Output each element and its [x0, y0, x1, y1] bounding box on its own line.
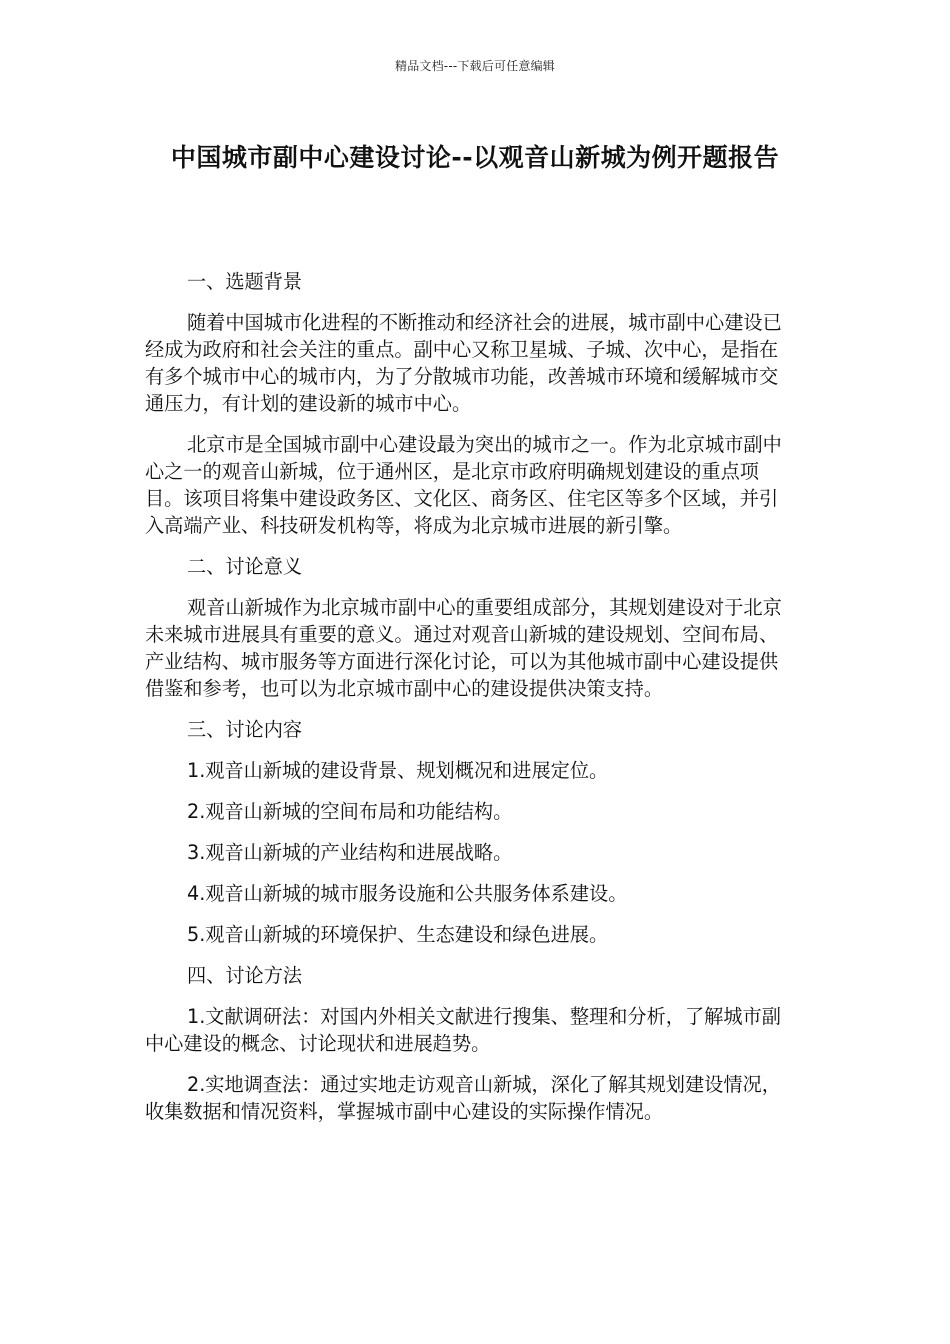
list-item-method-1: 1.文献调研法：对国内外相关文献进行搜集、整理和分析，了解城市副中心建设的概念、讨论现状和进展趋势。	[145, 1005, 781, 1055]
section-heading-methods: 四、讨论方法	[187, 964, 303, 987]
paragraph-background-1: 随着中国城市化进程的不断推动和经济社会的进展，城市副中心建设已经成为政府和社会关注的重点。副中心又称卫星城、子城、次中心，是指在有多个城市中心的城市内，为了分散城市功能，改善城市环境和缓解城市交通压力，有计划的建设新的城市中心。	[145, 311, 782, 415]
paragraph-significance: 观音山新城作为北京城市副中心的重要组成部分，其规划建设对于北京未来城市进展具有重要的意义。通过对观音山新城的建设规划、空间布局、产业结构、城市服务等方面进行深化讨论，可以为其他城市副中心建设提供借鉴和参考，也可以为北京城市副中心的建设提供决策支持。	[145, 596, 782, 700]
list-item-content-4: 4.观音山新城的城市服务设施和公共服务体系建设。	[187, 882, 628, 905]
list-item-content-1: 1.观音山新城的建设背景、规划概况和进展定位。	[187, 759, 609, 782]
paragraph-background-2: 北京市是全国城市副中心建设最为突出的城市之一。作为北京城市副中心之一的观音山新城，位于通州区，是北京市政府明确规划建设的重点项目。该项目将集中建设政务区、文化区、商务区、住宅区等多个区域，并引入高端产业、科技研发机构等，将成为北京城市进展的新引擎。	[145, 433, 782, 537]
list-item-content-5: 5.观音山新城的环境保护、生态建设和绿色进展。	[187, 923, 609, 946]
header-note: 精品文档---下载后可任意编辑	[395, 59, 555, 73]
document-body	[145, 268, 795, 1139]
section-heading-background: 一、选题背景	[187, 270, 303, 293]
list-item-method-2: 2.实地调查法：通过实地走访观音山新城，深化了解其规划建设情况，收集数据和情况资料，掌握城市副中心建设的实际操作情况。	[145, 1073, 781, 1123]
list-item-content-3: 3.观音山新城的产业结构和进展战略。	[187, 841, 513, 864]
document-title: 中国城市副中心建设讨论--以观音山新城为例开题报告	[170, 143, 780, 172]
section-heading-content: 三、讨论内容	[187, 718, 303, 741]
section-heading-significance: 二、讨论意义	[187, 555, 303, 578]
list-item-content-2: 2.观音山新城的空间布局和功能结构。	[187, 800, 513, 823]
